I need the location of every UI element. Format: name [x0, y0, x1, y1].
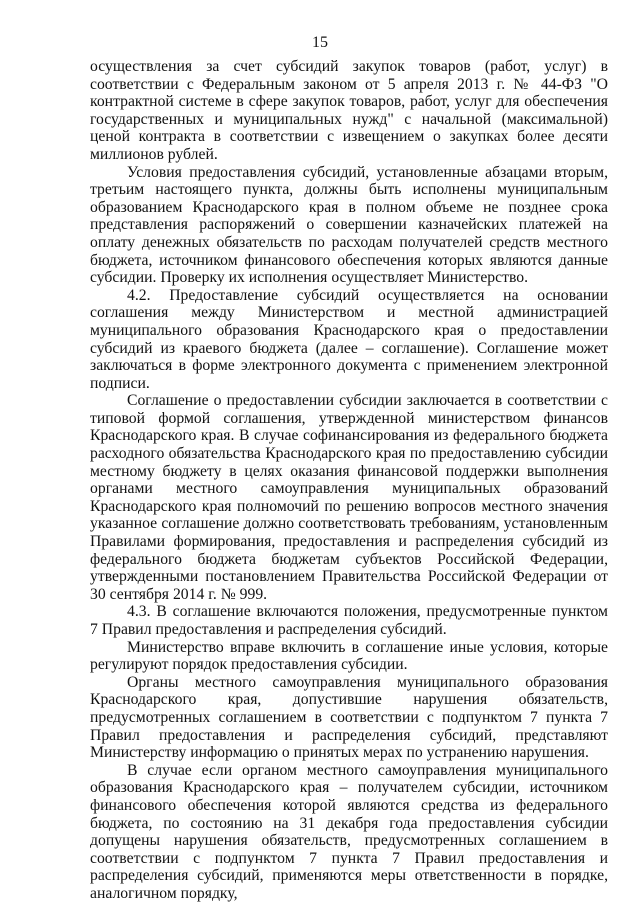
paragraph-4-3: 4.3. В соглашение включаются положения, предусмотренные пунктом 7 Правил предоставления и распределения субсидий.	[90, 603, 608, 638]
page-number: 15	[312, 34, 328, 51]
paragraph-local-bodies: Органы местного самоуправления муниципального образования Краснодарского края, допустившие нарушения обязательств, предусмотренных соглашением в соответствии с подпунктом 7 пункта 7 Правил предоставления и распределения субсидий, представляют Министерству информацию о принятых мерах по устранению нарушения.	[90, 673, 608, 762]
paragraph-continuation: осуществления за счет субсидий закупок товаров (работ, услуг) в соответствии с Федеральным законом от 5 апреля 2013 г. № 44-ФЗ "О контрактной системе в сфере закупок товаров, работ, услуг для обеспечения государственных и муниципальных нужд" с начальной (максимальной) ценой контракта в соответствии с извещением о закупках более десяти миллионов рублей.	[90, 58, 608, 163]
paragraph-conditions: Условия предоставления субсидий, установленные абзацами вторым, третьим настоящего пункта, должны быть исполнены муниципальным образованием Краснодарского края в полном объеме не позднее срока представления распоряжений о совершении казначейских платежей на оплату денежных обязательств по расходам получателей средств местного бюджета, источником финансового обеспечения которых являются данные субсидии. Проверку их исполнения осуществляет Министерство.	[90, 163, 608, 287]
document-body	[90, 58, 608, 903]
paragraph-agreement-form: Соглашение о предоставлении субсидии заключается в соответствии с типовой формой соглашения, утвержденной министерством финансов Краснодарского края. В случае софинансирования из федерального бюджета расходного обязательства Краснодарского края по предоставлению субсидии местному бюджету в целях оказания финансовой поддержки выполнения органами местного самоуправления муниципальных образований Краснодарского края полномочий по решению вопросов местного значения указанное соглашение должно соответствовать требованиям, установленным Правилами формирования, предоставления и распределения субсидий из федерального бюджета бюджетам субъектов Российской Федерации, утвержденными постановлением Правительства Российской Федерации от 30 сентября 2014 г. № 999.	[90, 392, 608, 603]
paragraph-4-2: 4.2. Предоставление субсидий осуществляется на основании соглашения между Министерством и местной администрацией муниципального образования Краснодарского края о предоставлении субсидий из краевого бюджета (далее – соглашение). Соглашение может заключаться в форме электронного документа с применением электронной подписи.	[90, 286, 608, 392]
paragraph-liability: В случае если органом местного самоуправления муниципального образования Краснодарского края – получателем субсидии, источником финансового обеспечения которой являются средства из федерального бюджета, по состоянию на 31 декабря года предоставления субсидии допущены нарушения обязательств, предусмотренных соглашением в соответствии с подпунктом 7 пункта 7 Правил предоставления и распределения субсидий, применяются меры ответственности в порядке, аналогичном порядку,	[90, 761, 608, 902]
paragraph-ministry-conditions: Министерство вправе включить в соглашение иные условия, которые регулируют порядок предоставления субсидии.	[90, 638, 608, 674]
